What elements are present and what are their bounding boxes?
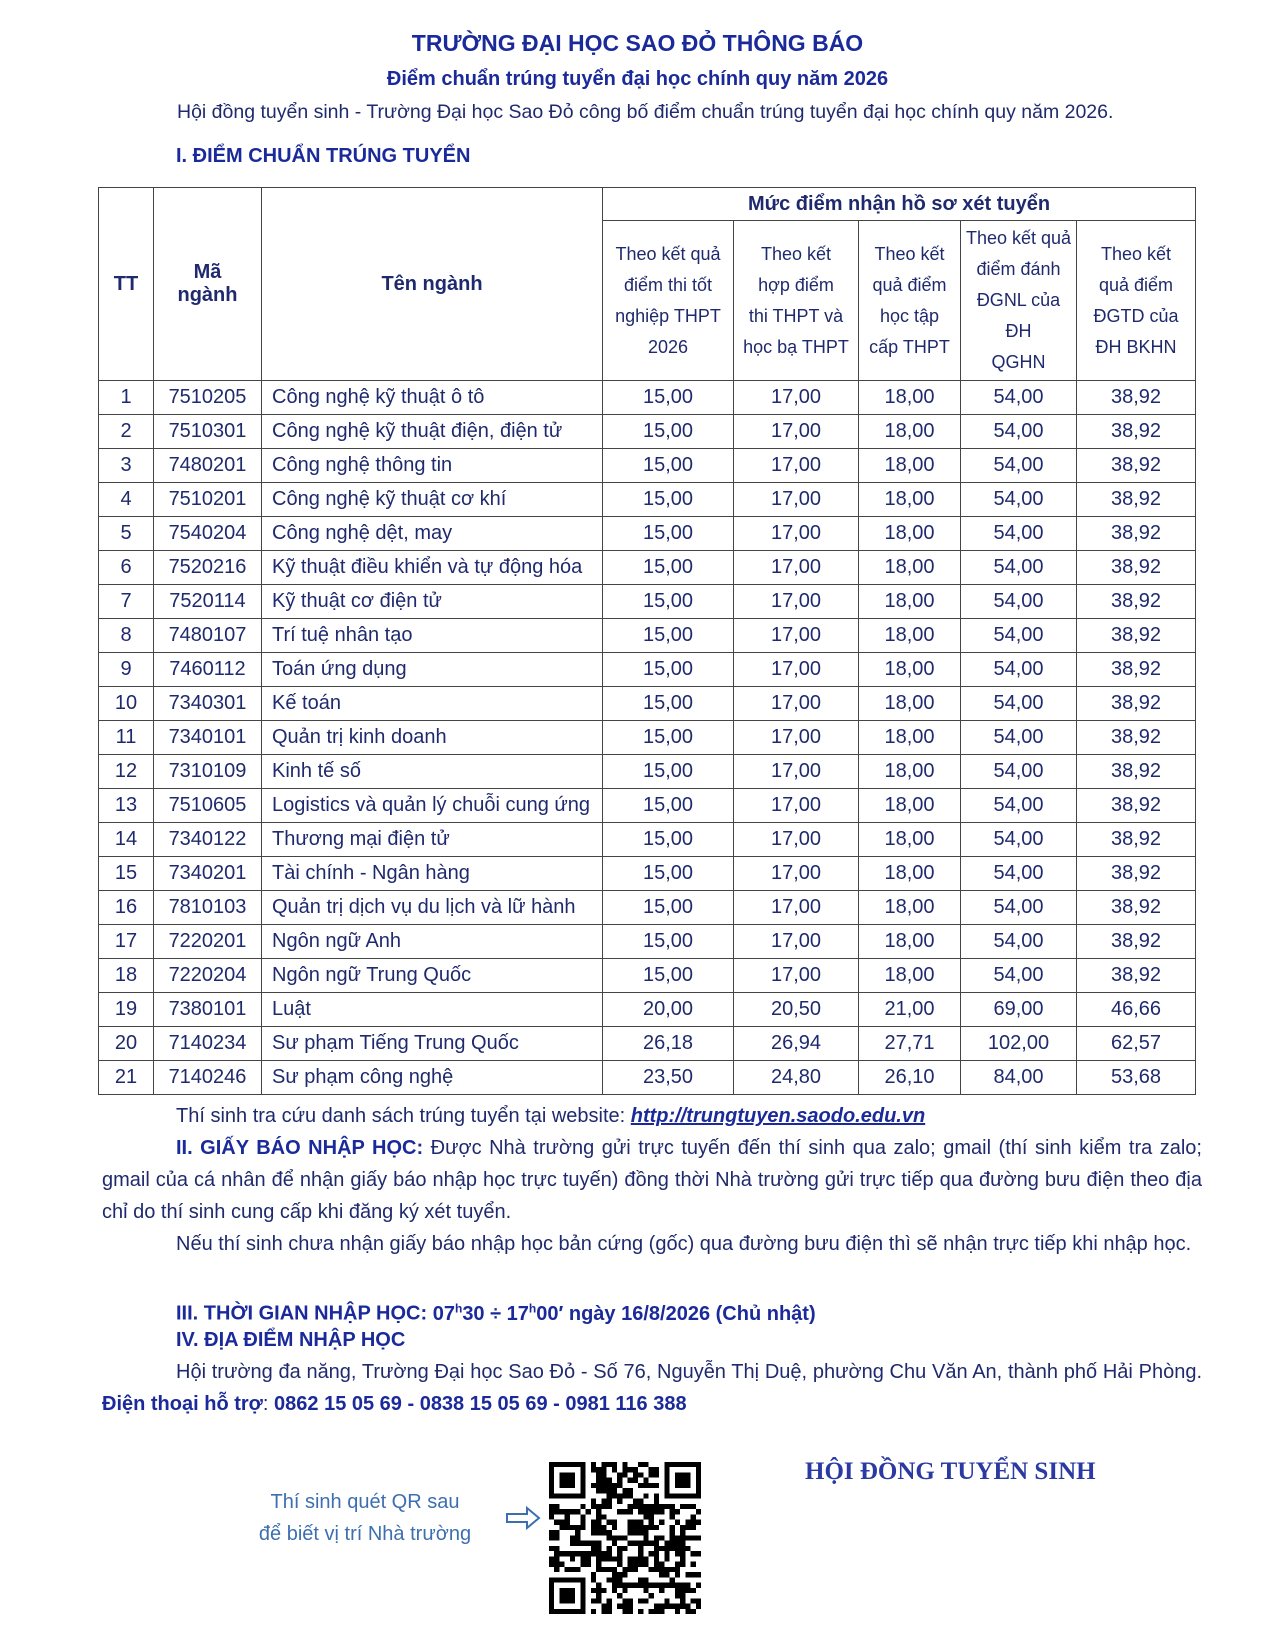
score-dgnl: 102,00 (961, 1027, 1077, 1061)
sub-header-line: thi THPT và (748, 305, 844, 326)
score-hocba: 21,00 (859, 993, 961, 1027)
row-tt: 20 (99, 1027, 154, 1061)
phone-sep: : (262, 1393, 269, 1415)
section1-heading: I. ĐIỂM CHUẨN TRÚNG TUYỂN (176, 145, 471, 167)
score-combined: 26,94 (734, 1027, 859, 1061)
row-name: Công nghệ kỹ thuật ô tô (262, 381, 603, 415)
score-dgtd: 38,92 (1077, 517, 1196, 551)
score-dgnl: 54,00 (961, 789, 1077, 823)
row-tt: 13 (99, 789, 154, 823)
score-dgnl: 54,00 (961, 755, 1077, 789)
row-tt: 4 (99, 483, 154, 517)
row-name: Kinh tế số (262, 755, 603, 789)
score-hocba: 18,00 (859, 891, 961, 925)
table-row (99, 755, 1196, 789)
sub-header-line: 2026 (647, 336, 689, 357)
score-combined: 17,00 (734, 551, 859, 585)
row-name: Ngôn ngữ Anh (262, 925, 603, 959)
start-h: h (454, 1301, 463, 1315)
page-title: TRƯỜNG ĐẠI HỌC SAO ĐỎ THÔNG BÁO (411, 30, 864, 56)
sub-header-3 (859, 221, 961, 381)
score-hocba: 26,10 (859, 1061, 961, 1095)
score-dgnl: 54,00 (961, 925, 1077, 959)
start-min: 30 (462, 1302, 485, 1325)
row-name: Toán ứng dụng (262, 653, 603, 687)
score-combined: 17,00 (734, 857, 859, 891)
row-code: 7220204 (154, 959, 262, 993)
score-hocba: 18,00 (859, 789, 961, 823)
score-combined: 17,00 (734, 823, 859, 857)
row-code: 7140246 (154, 1061, 262, 1095)
row-name: Kế toán (262, 687, 603, 721)
end-min: 00 (536, 1302, 559, 1325)
score-thpt: 15,00 (603, 925, 734, 959)
score-dgtd: 38,92 (1077, 823, 1196, 857)
header-group: Mức điểm nhận hồ sơ xét tuyển (603, 188, 1196, 221)
end-prime: ′ (558, 1302, 564, 1325)
phone-label: Điện thoại hỗ trợ (102, 1393, 263, 1415)
row-code: 7480107 (154, 619, 262, 653)
table-row (99, 449, 1196, 483)
row-tt: 16 (99, 891, 154, 925)
score-hocba: 18,00 (859, 959, 961, 993)
score-combined: 17,00 (734, 585, 859, 619)
score-dgtd: 38,92 (1077, 653, 1196, 687)
score-dgnl: 54,00 (961, 381, 1077, 415)
score-dgtd: 38,92 (1077, 449, 1196, 483)
phone-numbers: 0862 15 05 69 - 0838 15 05 69 - 0981 116 388 (274, 1393, 687, 1415)
score-dgnl: 54,00 (961, 517, 1077, 551)
row-name: Sư phạm công nghệ (262, 1061, 603, 1095)
score-hocba: 27,71 (859, 1027, 961, 1061)
header-code-line2: ngành (177, 284, 238, 306)
row-code: 7520114 (154, 585, 262, 619)
lookup-text: Thí sinh tra cứu danh sách trúng tuyển tại website: (176, 1105, 626, 1127)
row-code: 7510201 (154, 483, 262, 517)
score-thpt: 15,00 (603, 857, 734, 891)
score-dgnl: 54,00 (961, 959, 1077, 993)
sub-header-line: Theo kết quả (615, 243, 721, 264)
score-dgtd: 38,92 (1077, 415, 1196, 449)
score-dgnl: 54,00 (961, 823, 1077, 857)
score-thpt: 15,00 (603, 959, 734, 993)
score-hocba: 18,00 (859, 415, 961, 449)
score-hocba: 18,00 (859, 721, 961, 755)
row-code: 7810103 (154, 891, 262, 925)
section2-heading: II. GIẤY BÁO NHẬP HỌC: (176, 1137, 424, 1159)
score-dgnl: 54,00 (961, 585, 1077, 619)
header-code-line1: Mã (193, 261, 222, 283)
row-tt: 1 (99, 381, 154, 415)
sub-header-2 (734, 221, 859, 381)
score-dgtd: 38,92 (1077, 381, 1196, 415)
score-dgnl: 54,00 (961, 857, 1077, 891)
table-row (99, 653, 1196, 687)
table-row (99, 959, 1196, 993)
score-dgnl: 54,00 (961, 483, 1077, 517)
score-dgnl: 54,00 (961, 551, 1077, 585)
time-sep: ÷ (490, 1302, 502, 1325)
score-hocba: 18,00 (859, 381, 961, 415)
table-row (99, 381, 1196, 415)
score-thpt: 26,18 (603, 1027, 734, 1061)
row-code: 7510301 (154, 415, 262, 449)
row-code: 7340101 (154, 721, 262, 755)
score-dgnl: 54,00 (961, 449, 1077, 483)
section2-note: Nếu thí sinh chưa nhận giấy báo nhập học bản cứng (gốc) qua đường bưu điện thì sẽ nhận trực tiếp khi nhập học. (176, 1233, 1192, 1255)
row-code: 7380101 (154, 993, 262, 1027)
score-dgtd: 53,68 (1077, 1061, 1196, 1095)
score-dgtd: 38,92 (1077, 585, 1196, 619)
row-code: 7340201 (154, 857, 262, 891)
sub-header-line: ĐH BKHN (1095, 336, 1177, 357)
section4-paragraph (102, 1356, 1202, 1420)
score-combined: 17,00 (734, 415, 859, 449)
row-code: 7510605 (154, 789, 262, 823)
score-hocba: 18,00 (859, 823, 961, 857)
score-combined: 17,00 (734, 517, 859, 551)
row-code: 7340122 (154, 823, 262, 857)
score-thpt: 15,00 (603, 823, 734, 857)
score-thpt: 15,00 (603, 653, 734, 687)
section3-date: ngày 16/8/2026 (Chủ nhật) (568, 1302, 816, 1325)
table-row (99, 415, 1196, 449)
sub-header-line: Theo kết quả (965, 228, 1072, 248)
score-combined: 17,00 (734, 483, 859, 517)
score-thpt: 15,00 (603, 449, 734, 483)
row-name: Kỹ thuật cơ điện tử (262, 585, 603, 619)
row-name: Kỹ thuật điều khiển và tự động hóa (262, 551, 603, 585)
section2-paragraph (102, 1132, 1202, 1228)
sub-header-line: quả điểm (872, 274, 947, 295)
score-hocba: 18,00 (859, 585, 961, 619)
score-dgtd: 46,66 (1077, 993, 1196, 1027)
section3-heading: III. THỜI GIAN NHẬP HỌC: (176, 1302, 428, 1325)
section3-time (433, 1303, 816, 1325)
row-tt: 6 (99, 551, 154, 585)
score-dgtd: 38,92 (1077, 789, 1196, 823)
row-tt: 21 (99, 1061, 154, 1095)
row-name: Tài chính - Ngân hàng (262, 857, 603, 891)
start-hour: 07 (432, 1302, 455, 1325)
score-dgtd: 62,57 (1077, 1027, 1196, 1061)
score-hocba: 18,00 (859, 653, 961, 687)
section4-heading: IV. ĐỊA ĐIỂM NHẬP HỌC (176, 1329, 406, 1351)
score-thpt: 15,00 (603, 517, 734, 551)
table-row (99, 891, 1196, 925)
row-name: Sư phạm Tiếng Trung Quốc (262, 1027, 603, 1061)
score-combined: 17,00 (734, 449, 859, 483)
score-combined: 17,00 (734, 619, 859, 653)
score-hocba: 18,00 (859, 551, 961, 585)
section2-text: Được Nhà trường gửi trực tuyến đến thí sinh qua zalo; gmail (thí sinh kiểm tra zalo; gmail của cá nhân để nhận giấy báo nhập học trực tuyến) đồng thời Nhà trường gửi trực tiếp qua đường bưu điện theo địa chỉ do thí sinh cung cấp khi đăng ký xét tuyển. (102, 1137, 1202, 1223)
score-dgnl: 54,00 (961, 653, 1077, 687)
sub-header-line: QGHN (991, 352, 1046, 372)
sub-header-line: điểm đánh (976, 259, 1061, 279)
score-combined: 17,00 (734, 755, 859, 789)
table-row (99, 925, 1196, 959)
row-name: Thương mại điện tử (262, 823, 603, 857)
score-hocba: 18,00 (859, 755, 961, 789)
row-tt: 12 (99, 755, 154, 789)
score-dgtd: 38,92 (1077, 891, 1196, 925)
table-row (99, 551, 1196, 585)
score-thpt: 15,00 (603, 687, 734, 721)
score-dgtd: 38,92 (1077, 959, 1196, 993)
row-tt: 18 (99, 959, 154, 993)
lookup-line (102, 1100, 1275, 1132)
table-row (99, 993, 1196, 1027)
row-name: Quản trị kinh doanh (262, 721, 603, 755)
sub-header-line: Theo kết (760, 243, 832, 264)
score-dgnl: 84,00 (961, 1061, 1077, 1095)
row-tt: 10 (99, 687, 154, 721)
score-dgtd: 38,92 (1077, 551, 1196, 585)
sub-header-line: cấp THPT (869, 336, 950, 357)
row-code: 7220201 (154, 925, 262, 959)
row-code: 7460112 (154, 653, 262, 687)
header-tt: TT (99, 188, 154, 381)
table-row (99, 585, 1196, 619)
row-tt: 2 (99, 415, 154, 449)
score-combined: 17,00 (734, 959, 859, 993)
qr-note-line1: Thí sinh quét QR sau (270, 1491, 460, 1513)
row-tt: 17 (99, 925, 154, 959)
row-name: Logistics và quản lý chuỗi cung ứng (262, 789, 603, 823)
score-hocba: 18,00 (859, 619, 961, 653)
row-tt: 11 (99, 721, 154, 755)
score-dgtd: 38,92 (1077, 755, 1196, 789)
score-thpt: 15,00 (603, 789, 734, 823)
table-row (99, 483, 1196, 517)
score-thpt: 15,00 (603, 483, 734, 517)
intro-text: Hội đồng tuyển sinh - Trường Đại học Sao Đỏ công bố điểm chuẩn trúng tuyển đại học chính quy năm 2026. (177, 101, 1114, 123)
row-name: Công nghệ thông tin (262, 449, 603, 483)
sub-header-line: hợp điểm (758, 274, 834, 295)
score-thpt: 15,00 (603, 585, 734, 619)
row-tt: 9 (99, 653, 154, 687)
arrow-right-icon (505, 1505, 541, 1531)
score-combined: 20,50 (734, 993, 859, 1027)
score-dgtd: 38,92 (1077, 721, 1196, 755)
sub-header-line: quả điểm (1098, 274, 1174, 295)
score-combined: 24,80 (734, 1061, 859, 1095)
score-combined: 17,00 (734, 687, 859, 721)
score-combined: 17,00 (734, 381, 859, 415)
sub-header-5 (1077, 221, 1196, 381)
score-dgtd: 38,92 (1077, 619, 1196, 653)
lookup-link[interactable]: http://trungtuyen.saodo.edu.vn (630, 1105, 926, 1127)
table-row (99, 1027, 1196, 1061)
table-row (99, 687, 1196, 721)
score-combined: 17,00 (734, 721, 859, 755)
row-code: 7310109 (154, 755, 262, 789)
score-dgnl: 54,00 (961, 891, 1077, 925)
header-name: Tên ngành (262, 188, 603, 381)
score-dgtd: 38,92 (1077, 483, 1196, 517)
table-row (99, 517, 1196, 551)
score-dgnl: 54,00 (961, 619, 1077, 653)
score-thpt: 15,00 (603, 721, 734, 755)
row-tt: 5 (99, 517, 154, 551)
score-hocba: 18,00 (859, 925, 961, 959)
row-name: Công nghệ kỹ thuật cơ khí (262, 483, 603, 517)
sub-header-line: ĐGTD của (1093, 305, 1179, 326)
score-combined: 17,00 (734, 653, 859, 687)
sub-header-1 (603, 221, 734, 381)
row-code: 7140234 (154, 1027, 262, 1061)
row-name: Quản trị dịch vụ du lịch và lữ hành (262, 891, 603, 925)
score-dgnl: 54,00 (961, 415, 1077, 449)
score-hocba: 18,00 (859, 857, 961, 891)
score-combined: 17,00 (734, 789, 859, 823)
table-row (99, 789, 1196, 823)
score-combined: 17,00 (734, 925, 859, 959)
qr-note-line2: để biết vị trí Nhà trường (258, 1523, 472, 1545)
row-tt: 14 (99, 823, 154, 857)
sub-header-line: điểm thi tốt (623, 274, 713, 295)
row-code: 7540204 (154, 517, 262, 551)
row-name: Công nghệ dệt, may (262, 517, 603, 551)
score-dgtd: 38,92 (1077, 857, 1196, 891)
qr-code-icon[interactable] (549, 1462, 701, 1614)
score-thpt: 23,50 (603, 1061, 734, 1095)
score-thpt: 15,00 (603, 415, 734, 449)
row-name: Công nghệ kỹ thuật điện, điện tử (262, 415, 603, 449)
score-table (98, 187, 1196, 1095)
score-dgnl: 54,00 (961, 721, 1077, 755)
table-row (99, 619, 1196, 653)
table-row (99, 823, 1196, 857)
score-hocba: 18,00 (859, 517, 961, 551)
score-thpt: 15,00 (603, 381, 734, 415)
row-name: Luật (262, 993, 603, 1027)
qr-note (215, 1486, 515, 1550)
row-tt: 8 (99, 619, 154, 653)
end-h: h (528, 1301, 537, 1315)
row-name: Trí tuệ nhân tạo (262, 619, 603, 653)
sub-header-4 (961, 221, 1077, 381)
sub-header-line: Theo kết (1101, 243, 1172, 264)
score-thpt: 15,00 (603, 755, 734, 789)
score-thpt: 20,00 (603, 993, 734, 1027)
sub-header-line: học tập (879, 305, 940, 326)
row-tt: 7 (99, 585, 154, 619)
sub-header-line: ĐGNL của ĐH (976, 290, 1061, 341)
score-dgnl: 54,00 (961, 687, 1077, 721)
row-name: Ngôn ngữ Trung Quốc (262, 959, 603, 993)
page-subtitle: Điểm chuẩn trúng tuyển đại học chính quy năm 2026 (386, 68, 889, 90)
score-thpt: 15,00 (603, 891, 734, 925)
score-hocba: 18,00 (859, 687, 961, 721)
section4-address: Hội trường đa năng, Trường Đại học Sao Đỏ - Số 76, Nguyễn Thị Duệ, phường Chu Văn An, thành phố Hải Phòng. (176, 1361, 1202, 1383)
row-code: 7510205 (154, 381, 262, 415)
score-dgtd: 38,92 (1077, 687, 1196, 721)
table-row (99, 857, 1196, 891)
score-dgtd: 38,92 (1077, 925, 1196, 959)
score-thpt: 15,00 (603, 619, 734, 653)
score-combined: 17,00 (734, 891, 859, 925)
end-hour: 17 (506, 1302, 529, 1325)
sub-header-line: Theo kết (874, 243, 945, 264)
row-code: 7340301 (154, 687, 262, 721)
score-hocba: 18,00 (859, 449, 961, 483)
row-tt: 19 (99, 993, 154, 1027)
row-tt: 3 (99, 449, 154, 483)
row-code: 7480201 (154, 449, 262, 483)
sub-header-line: nghiệp THPT (615, 305, 721, 326)
row-code: 7520216 (154, 551, 262, 585)
table-row (99, 721, 1196, 755)
sub-header-line: học bạ THPT (743, 336, 849, 357)
score-thpt: 15,00 (603, 551, 734, 585)
header-code (154, 188, 262, 381)
score-hocba: 18,00 (859, 483, 961, 517)
row-tt: 15 (99, 857, 154, 891)
signature: HỘI ĐỒNG TUYỂN SINH (805, 1458, 1096, 1485)
table-row (99, 1061, 1196, 1095)
score-dgnl: 69,00 (961, 993, 1077, 1027)
